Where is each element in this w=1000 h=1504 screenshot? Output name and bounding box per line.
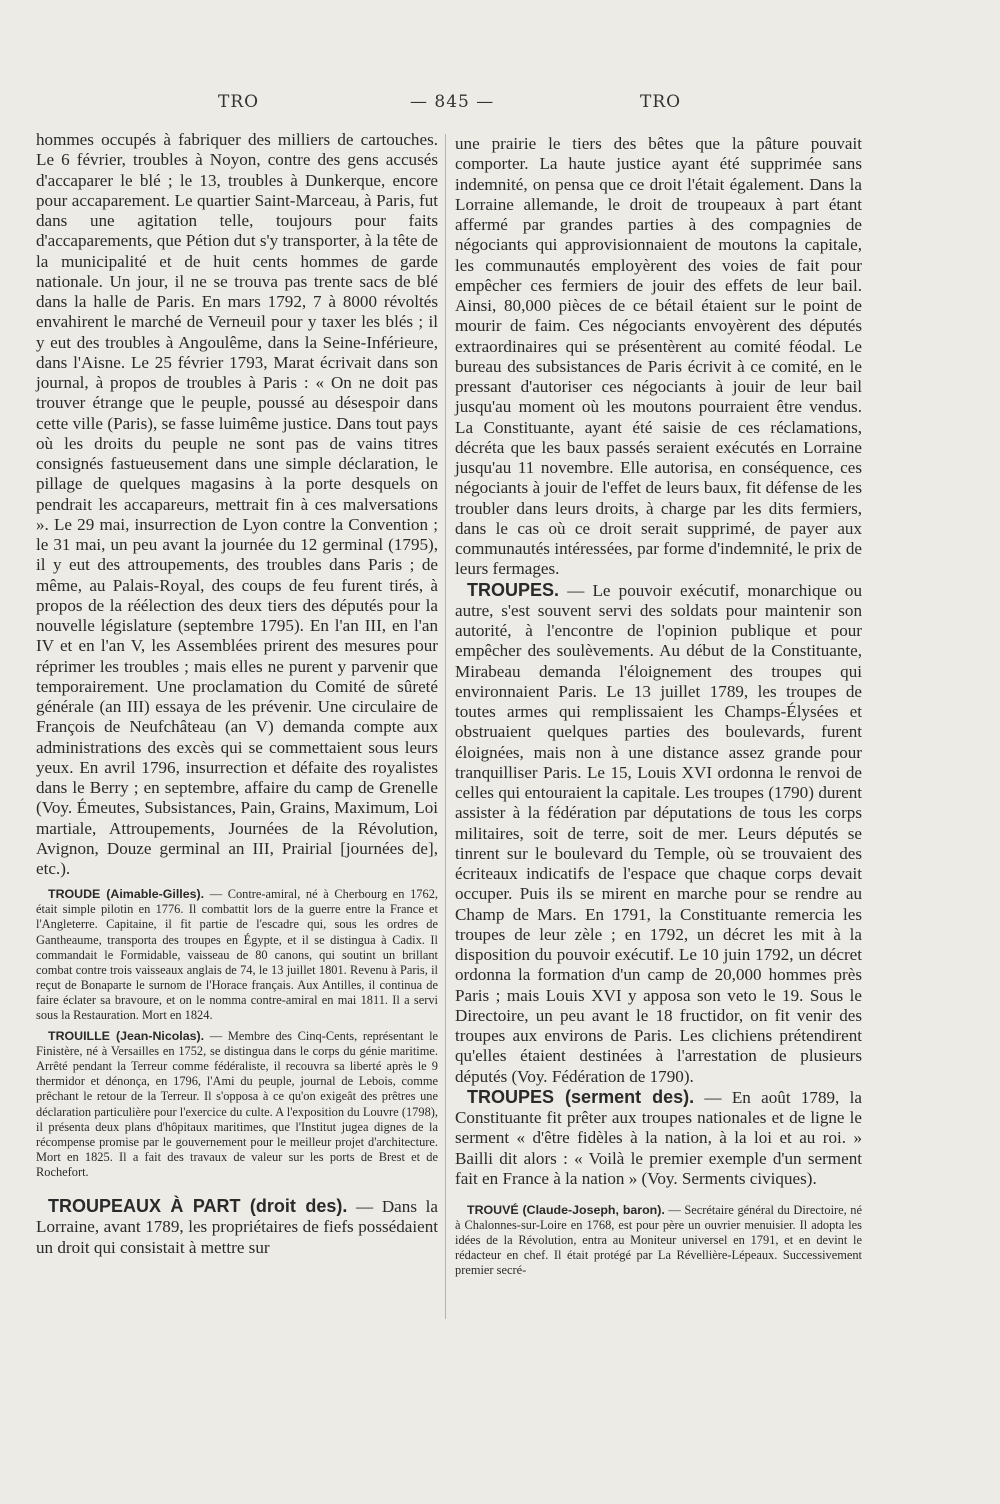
entry-troupeaux <box>36 1196 438 1258</box>
entry-text: — Dans la Lorraine, avant 1789, les propriétaires de fiefs possédaient un droit qui consistait à mettre sur <box>36 1197 438 1257</box>
entry-troude <box>36 887 438 1023</box>
left-column <box>36 130 438 1258</box>
entry-troupes-serment <box>455 1087 862 1189</box>
entry-text: — Le pouvoir exécutif, monarchique ou autre, s'est souvent servi des soldats pour maintenir son autorité, à l'encontre de l'opinion publique et pour empêcher des soulèvements. Au début de la Constituante, Mirabeau demanda l'éloignement des troupes qui environnaient Paris. Le 13 juillet 1789, les troupes de toutes armes qui remplissaient les Champs-Élysées et obstruaient quelques parties des boulevards, furent éloignées, mais non à une distance assez grande pour tranquilliser Paris. Le 15, Louis XVI ordonna le renvoi de celles qui entouraient la capitale. Les troupes (1790) durent assister à la fédération par députations de tous les corps militaires, soit de terre, soit de mer. Leurs députés se tinrent sur le boulevard du Temple, où se trouvaient des écriteaux indicatifs de l'espace que chaque corps devait occuper. Puis ils se mirent en marche pour se rendre au Champ de Mars. En 1791, la Constituante remercia les troupes de leur zèle ; en 1792, un décret les mit à la disposition du pouvoir exécutif. Le 10 juin 1792, un décret ordonna la formation d'un camp de 20,000 hommes près Paris ; mais Louis XVI y apposa son veto le 19. Sous le Directoire, un peu avant le 18 fructidor, on fit venir des troupes aux environs de Paris. Les clichiens prétendirent qu'elles étaient destinées à l'arrestation de plusieurs députés (Voy. Fédération de 1790). <box>455 580 862 1086</box>
entry-text: — En août 1789, la Constituante fit prêter aux troupes nationales et de ligne le serment « d'être fidèles à la nation, à la loi et au roi. » Bailli dit alors : « Voilà le premier exemple d'un serment fait en France à la nation » (Voy. Serments civiques). <box>455 1087 862 1188</box>
entry-headword: TROUPES (serment des). <box>467 1086 695 1107</box>
entry-headword: TROUPES. <box>467 579 560 600</box>
entry-text: — Contre-amiral, né à Cherbourg en 1762, était simple pilotin en 1776. Il combattit lors de la guerre entre la France et l'Angleterre. Capitaine, il fit partie de l'escadre qui, sous les ordres de Gantheaume, transporta des troupes en Égypte, et il se distingua à Cadix. Il commandait le Formidable, vaisseau de 80 canons, qui soutint un brillant combat contre trois vaisseaux anglais de 74, le 13 juillet 1801. Revenu à Paris, il reçut de Bonaparte le surnom de l'Horace français. Aux Antilles, il continua de faire éclater sa bravoure, et on le nomma contre-amiral en mai 1811. Il a servi sous la Restauration. Mort en 1824. <box>36 887 438 1022</box>
continuation-paragraph: hommes occupés à fabriquer des milliers de cartouches. Le 6 février, troubles à Noyon, contre des gens accusés d'accaparer le blé ; le 13, troubles à Dunkerque, encore pour accaparement. Le quartier Saint-Marceau, à Paris, fut dans une agitation telle, toujours pour faits d'accaparements, que Pétion dut s'y transporter, à la tête de la municipalité et de huit cents hommes de garde nationale. Un jour, il ne se trouva pas trente sacs de blé dans la halle de Paris. En mars 1792, 7 à 8000 révoltés envahirent le marché de Verneuil pour y taxer les blés ; il y eut des troubles à Angoulême, dans la Seine-Inférieure, dans l'Aisne. Le 25 février 1793, Marat écrivait dans son journal, à propos de troubles à Paris : « On ne doit pas trouver étrange que le peuple, poussé au désespoir dans cette ville (Paris), se fasse luimême justice. Dans tout pays où les droits du peuple ne sont pas de vains titres consignés fastueusement dans une simple déclaration, le pillage de quelques magasins à la porte desquels on pendrait les accapareurs, mettrait fin à ces malversations ». Le 29 mai, insurrection de Lyon contre la Convention ; le 31 mai, un peu avant la journée du 12 germinal (1795), il y eut des attroupements, des troubles dans Paris ; de même, au Palais-Royal, des coups de feu furent tirés, à propos de la réélection des deux tiers des députés pour la nouvelle législature (septembre 1795). En l'an III, en l'an IV et en l'an V, les Assemblées prirent des mesures pour réprimer les troubles ; mais elles ne purent y parvenir que temporairement. Une proclamation du Comité de sûreté générale (an III) essaya de les prévenir. Une circulaire de François de Neufchâteau (an V) demanda compte aux administrations des excès qui se commettaient sous leurs yeux. En avril 1796, insurrection et défaite des royalistes dans le Berry ; en septembre, affaire du camp de Grenelle (Voy. Émeutes, Subsistances, Pain, Grains, Maximum, Loi martiale, Attroupements, Journées de la Révolution, Avignon, Douze germinal an III, Prairial [journées de], etc.). <box>36 130 438 878</box>
page-number: — 845 — <box>410 92 495 112</box>
entry-text: — Membre des Cinq-Cents, représentant le Finistère, né à Versailles en 1752, se distingua dans le corps du génie maritime. Arrêté pendant la Terreur comme fédéraliste, il recouvra sa liberté après le 9 thermidor et dénonça, en 1796, l'Ami du peuple, journal de Lebois, comme prêchant le retour de la Terreur. Il s'opposa à ce qu'on exigeât des prêtres une déclaration particulière pour l'exercice du culte. A l'exposition du Louvre (1798), il présenta deux plans d'hôpitaux maritimes, que l'Institut jugea dignes de la récompense promise par le gouvernement pour le meilleur projet d'architecture. Mort en 1825. Il a fait des travaux de valeur sur les ports de Brest et de Rochefort. <box>36 1029 439 1179</box>
header-left-word: TRO <box>218 92 260 112</box>
entry-trouve <box>455 1203 862 1278</box>
entry-headword: TROUDE (Aimable-Gilles). <box>48 887 205 902</box>
continuation-paragraph: une prairie le tiers des bêtes que la pâture pouvait comporter. La haute justice ayant été supprimée sans indemnité, on pensa que ce droit l'était également. Dans la Lorraine allemande, le droit de troupeaux à part étant affermé par grandes parties à des compagnies de négociants qui approvisionnaient de moutons la capitale, les communautés employèrent des voies de fait pour empêcher ces fermiers de jouir des effets de leur bail. Ainsi, 80,000 pièces de ce bétail étaient sur le point de mourir de faim. Ces négociants envoyèrent des députés extraordinaires qui se présentèrent au comité féodal. Le bureau des subsistances de Paris écrivit à ce comité, en le pressant d'autoriser ces négociants à jouir de leur bail jusqu'au moment où les moutons pourraient être vendus. La Constituante, ayant été saisie de ces réclamations, décréta que les baux passés seraient exécutés en Lorraine jusqu'au 11 novembre. Elle autorisa, en conséquence, ces négociants à jouir de l'effet de leurs baux, fit défense de les troubler dans leurs droits, à charge par les dits fermiers, dans le cas où ce droit serait supprimé, de payer aux communautés intéressées, par forme d'indemnité, le prix de leurs fermages. <box>455 134 862 579</box>
entry-headword: TROUILLE (Jean-Nicolas). <box>48 1029 205 1044</box>
column-divider <box>445 134 446 1319</box>
header-right-word: TRO <box>640 92 682 112</box>
entry-headword: TROUPEAUX À PART (droit des). <box>48 1196 348 1217</box>
entry-text: — Secrétaire général du Directoire, né à Chalonnes-sur-Loire en 1768, est pour père un ouvrier menuisier. Il adopta les idées de la Révolution, entra au Moniteur universel en 1791, et en devint le rédacteur en chef. Il était protégé par La Révellière-Lépeaux. Successivement premier secré- <box>455 1203 862 1278</box>
spacer <box>36 1180 438 1196</box>
right-column <box>455 134 862 1278</box>
entry-troupes <box>455 580 862 1087</box>
entry-trouille <box>36 1029 438 1180</box>
entry-headword: TROUVÉ (Claude-Joseph, baron). <box>467 1203 665 1217</box>
